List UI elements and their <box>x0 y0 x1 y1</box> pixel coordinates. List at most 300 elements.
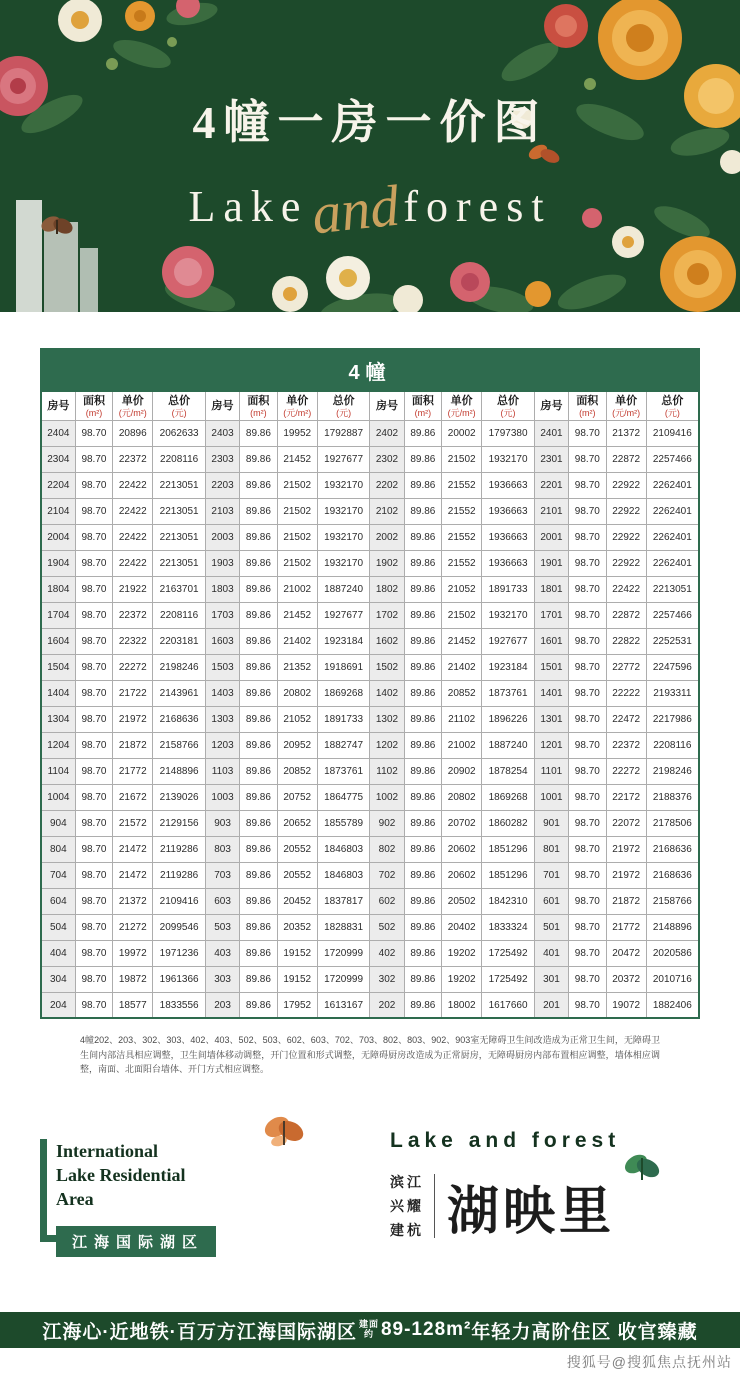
area-cell: 98.70 <box>569 914 607 940</box>
unit-price-cell: 22372 <box>606 732 646 758</box>
total-price-cell: 2198246 <box>646 758 699 784</box>
unit-price-cell: 21502 <box>277 472 317 498</box>
butterfly-icon <box>40 214 74 240</box>
room-cell: 1804 <box>41 576 75 602</box>
room-cell: 1201 <box>534 732 568 758</box>
total-price-cell: 1725492 <box>482 940 535 966</box>
area-cell: 89.86 <box>404 446 442 472</box>
room-cell: 1703 <box>205 602 239 628</box>
total-price-cell: 2213051 <box>153 472 206 498</box>
total-price-cell: 1923184 <box>317 628 370 654</box>
room-cell: 2202 <box>370 472 404 498</box>
unit-price-cell: 20652 <box>277 810 317 836</box>
room-cell: 403 <box>205 940 239 966</box>
area-cell: 89.86 <box>240 758 278 784</box>
area-cell: 98.70 <box>569 758 607 784</box>
total-price-cell: 1864775 <box>317 784 370 810</box>
unit-price-cell: 18002 <box>442 992 482 1018</box>
room-cell: 1602 <box>370 628 404 654</box>
total-price-cell: 2099546 <box>153 914 206 940</box>
unit-price-cell: 19202 <box>442 940 482 966</box>
area-cell: 98.70 <box>569 550 607 576</box>
col-header-total-price: 总价 (元) <box>153 392 206 421</box>
area-cell: 98.70 <box>569 810 607 836</box>
total-price-cell: 1842310 <box>482 888 535 914</box>
total-price-cell: 1792887 <box>317 420 370 446</box>
total-price-cell: 2109416 <box>646 420 699 446</box>
unit-price-cell: 21452 <box>442 628 482 654</box>
unit-price-cell: 20702 <box>442 810 482 836</box>
col-header-room: 房号 <box>534 392 568 421</box>
area-cell: 89.86 <box>404 602 442 628</box>
unit-price-cell: 21872 <box>606 888 646 914</box>
room-cell: 1604 <box>41 628 75 654</box>
unit-price-cell: 21452 <box>277 446 317 472</box>
brand-word-forest: forest <box>403 182 552 231</box>
unit-price-cell: 21472 <box>113 836 153 862</box>
room-cell: 2203 <box>205 472 239 498</box>
room-cell: 304 <box>41 966 75 992</box>
total-price-cell: 2262401 <box>646 498 699 524</box>
area-cell: 89.86 <box>240 680 278 706</box>
col-header-total-price: 总价 (元) <box>482 392 535 421</box>
room-cell: 201 <box>534 992 568 1018</box>
room-cell: 1204 <box>41 732 75 758</box>
area-cell: 89.86 <box>404 966 442 992</box>
room-cell: 1904 <box>41 550 75 576</box>
unit-price-cell: 22272 <box>113 654 153 680</box>
room-cell: 1502 <box>370 654 404 680</box>
area-cell: 89.86 <box>404 732 442 758</box>
table-row <box>41 524 699 550</box>
table-row <box>41 628 699 654</box>
col-header-area: 面积 (m²) <box>240 392 278 421</box>
unit-price-cell: 20896 <box>113 420 153 446</box>
total-price-cell: 2168636 <box>646 862 699 888</box>
table-row <box>41 810 699 836</box>
total-price-cell: 2109416 <box>153 888 206 914</box>
table-row <box>41 420 699 446</box>
area-cell: 98.70 <box>75 914 113 940</box>
total-price-cell: 1936663 <box>482 472 535 498</box>
area-cell: 89.86 <box>404 680 442 706</box>
room-cell: 704 <box>41 862 75 888</box>
area-cell: 98.70 <box>569 706 607 732</box>
unit-price-cell: 22922 <box>606 550 646 576</box>
col-header-room: 房号 <box>370 392 404 421</box>
unit-price-cell: 21052 <box>277 706 317 732</box>
area-cell: 89.86 <box>240 628 278 654</box>
room-cell: 1302 <box>370 706 404 732</box>
room-cell: 1702 <box>370 602 404 628</box>
unit-price-cell: 20852 <box>277 758 317 784</box>
total-price-cell: 2252531 <box>646 628 699 654</box>
total-price-cell: 1927677 <box>482 628 535 654</box>
total-price-cell: 1923184 <box>482 654 535 680</box>
price-table-section <box>40 348 700 1077</box>
unit-price-cell: 22872 <box>606 446 646 472</box>
total-price-cell: 2213051 <box>153 524 206 550</box>
area-cell: 89.86 <box>404 628 442 654</box>
room-cell: 2402 <box>370 420 404 446</box>
room-cell: 2204 <box>41 472 75 498</box>
table-row <box>41 550 699 576</box>
area-cell: 89.86 <box>240 784 278 810</box>
area-cell: 98.70 <box>75 758 113 784</box>
area-cell: 98.70 <box>569 732 607 758</box>
total-price-cell: 2208116 <box>646 732 699 758</box>
total-price-cell: 2208116 <box>153 446 206 472</box>
total-price-cell: 1887240 <box>482 732 535 758</box>
area-cell: 89.86 <box>240 732 278 758</box>
area-cell: 89.86 <box>240 914 278 940</box>
total-price-cell: 2188376 <box>646 784 699 810</box>
right-logo-vertical-word: 滨江 <box>390 1174 424 1191</box>
area-cell: 89.86 <box>404 888 442 914</box>
area-cell: 98.70 <box>75 706 113 732</box>
unit-price-cell: 21002 <box>442 732 482 758</box>
total-price-cell: 2208116 <box>153 602 206 628</box>
area-cell: 98.70 <box>75 992 113 1018</box>
unit-price-cell: 21972 <box>113 706 153 732</box>
total-price-cell: 1927677 <box>317 446 370 472</box>
total-price-cell: 1896226 <box>482 706 535 732</box>
unit-price-cell: 19972 <box>113 940 153 966</box>
room-cell: 2401 <box>534 420 568 446</box>
unit-price-cell: 17952 <box>277 992 317 1018</box>
total-price-cell: 1873761 <box>482 680 535 706</box>
unit-price-cell: 20352 <box>277 914 317 940</box>
room-cell: 1003 <box>205 784 239 810</box>
area-cell: 89.86 <box>404 836 442 862</box>
area-cell: 98.70 <box>569 940 607 966</box>
col-header-total-price: 总价 (元) <box>646 392 699 421</box>
right-logo-vertical-word: 建杭 <box>390 1222 424 1239</box>
table-row <box>41 914 699 940</box>
room-cell: 2101 <box>534 498 568 524</box>
room-cell: 204 <box>41 992 75 1018</box>
room-cell: 1801 <box>534 576 568 602</box>
table-row <box>41 446 699 472</box>
total-price-cell: 1869268 <box>482 784 535 810</box>
unit-price-cell: 20802 <box>442 784 482 810</box>
room-cell: 2002 <box>370 524 404 550</box>
room-cell: 901 <box>534 810 568 836</box>
unit-price-cell: 19152 <box>277 966 317 992</box>
area-cell: 98.70 <box>569 888 607 914</box>
table-row <box>41 888 699 914</box>
room-cell: 1504 <box>41 654 75 680</box>
unit-price-cell: 20502 <box>442 888 482 914</box>
right-logo-vertical-word: 兴耀 <box>390 1198 424 1215</box>
room-cell: 301 <box>534 966 568 992</box>
unit-price-cell: 21002 <box>277 576 317 602</box>
area-cell: 98.70 <box>75 524 113 550</box>
unit-price-cell: 21552 <box>442 498 482 524</box>
disclaimer-text: 4幢202、203、302、303、402、403、502、503、602、603、702、703、802、803、902、903室无障碍卫生间改造成为正常卫生间，无障碍卫生间内部洁具相应调整，卫生间墙体移动调整，开门位置和形式调整，无障碍厨房改造成为正常厨房，无障碍厨房内部布置相应调整，墙体相应调整，南面、北面阳台墙体、开门方式相应调整。 <box>80 1035 660 1075</box>
room-cell: 602 <box>370 888 404 914</box>
total-price-cell: 1932170 <box>317 498 370 524</box>
area-cell: 98.70 <box>75 602 113 628</box>
logo-bracket-foot <box>40 1235 66 1242</box>
unit-price-cell: 19952 <box>277 420 317 446</box>
room-cell: 2001 <box>534 524 568 550</box>
room-cell: 1004 <box>41 784 75 810</box>
room-cell: 1203 <box>205 732 239 758</box>
unit-price-cell: 21972 <box>606 836 646 862</box>
unit-price-cell: 22422 <box>113 524 153 550</box>
room-cell: 1101 <box>534 758 568 784</box>
area-cell: 98.70 <box>75 472 113 498</box>
total-price-cell: 2129156 <box>153 810 206 836</box>
area-cell: 89.86 <box>404 498 442 524</box>
room-cell: 2303 <box>205 446 239 472</box>
total-price-cell: 2257466 <box>646 446 699 472</box>
area-cell: 89.86 <box>404 472 442 498</box>
right-logo-lake-and-forest <box>390 1129 700 1244</box>
room-cell: 903 <box>205 810 239 836</box>
area-cell: 89.86 <box>240 472 278 498</box>
unit-price-cell: 21502 <box>442 446 482 472</box>
total-price-cell: 2158766 <box>153 732 206 758</box>
total-price-cell: 1851296 <box>482 862 535 888</box>
unit-price-cell: 21352 <box>277 654 317 680</box>
room-cell: 601 <box>534 888 568 914</box>
room-cell: 603 <box>205 888 239 914</box>
area-cell: 98.70 <box>75 966 113 992</box>
total-price-cell: 1936663 <box>482 550 535 576</box>
unit-price-cell: 21452 <box>277 602 317 628</box>
area-cell: 89.86 <box>240 550 278 576</box>
area-cell: 98.70 <box>569 446 607 472</box>
unit-price-cell: 20452 <box>277 888 317 914</box>
total-price-cell: 1932170 <box>482 602 535 628</box>
unit-price-cell: 21472 <box>113 862 153 888</box>
table-row <box>41 836 699 862</box>
total-price-cell: 1878254 <box>482 758 535 784</box>
area-cell: 89.86 <box>404 784 442 810</box>
total-price-cell: 2213051 <box>153 550 206 576</box>
area-cell: 98.70 <box>75 836 113 862</box>
unit-price-cell: 22222 <box>606 680 646 706</box>
unit-price-cell: 20802 <box>277 680 317 706</box>
watermark: 搜狐号@搜狐焦点抚州站 <box>566 1354 732 1370</box>
area-cell: 89.86 <box>240 524 278 550</box>
unit-price-cell: 22822 <box>606 628 646 654</box>
unit-price-cell: 21922 <box>113 576 153 602</box>
area-cell: 89.86 <box>404 576 442 602</box>
room-cell: 1304 <box>41 706 75 732</box>
room-cell: 504 <box>41 914 75 940</box>
butterfly-icon <box>262 1113 306 1153</box>
area-cell: 98.70 <box>569 862 607 888</box>
total-price-cell: 1833556 <box>153 992 206 1018</box>
table-row <box>41 732 699 758</box>
area-cell: 89.86 <box>240 706 278 732</box>
table-row <box>41 680 699 706</box>
logo-bracket-bar <box>40 1139 47 1235</box>
table-title: 4幢 <box>41 349 699 392</box>
area-cell: 89.86 <box>404 862 442 888</box>
room-cell: 1704 <box>41 602 75 628</box>
banner-segment: 收官臻藏 <box>617 1321 698 1343</box>
total-price-cell: 1797380 <box>482 420 535 446</box>
total-price-cell: 1882406 <box>646 992 699 1018</box>
unit-price-cell: 21872 <box>113 732 153 758</box>
brand-script-and: and <box>309 172 403 247</box>
total-price-cell: 2247596 <box>646 654 699 680</box>
banner-segment: 年轻力高阶住区 <box>471 1321 612 1343</box>
unit-price-cell: 21502 <box>277 524 317 550</box>
table-row <box>41 758 699 784</box>
unit-price-cell: 19072 <box>606 992 646 1018</box>
room-cell: 303 <box>205 966 239 992</box>
area-cell: 89.86 <box>404 654 442 680</box>
left-logo-line1: International <box>56 1140 159 1161</box>
unit-price-cell: 21772 <box>113 758 153 784</box>
unit-price-cell: 21502 <box>277 550 317 576</box>
banner-segment: 江海心·近地铁·百万方江海国际湖区 <box>42 1321 357 1343</box>
area-cell: 89.86 <box>240 498 278 524</box>
total-price-cell: 2168636 <box>646 836 699 862</box>
brand-wordmark <box>0 168 740 246</box>
area-cell: 98.70 <box>75 810 113 836</box>
total-price-cell: 1891733 <box>317 706 370 732</box>
price-table <box>40 348 700 1019</box>
total-price-cell: 1932170 <box>482 446 535 472</box>
total-price-cell: 2148896 <box>646 914 699 940</box>
room-cell: 1103 <box>205 758 239 784</box>
room-cell: 1901 <box>534 550 568 576</box>
brand-word-lake: Lake <box>188 182 309 231</box>
table-row <box>41 654 699 680</box>
unit-price-cell: 20752 <box>277 784 317 810</box>
unit-price-cell: 18577 <box>113 992 153 1018</box>
total-price-cell: 1837817 <box>317 888 370 914</box>
total-price-cell: 1860282 <box>482 810 535 836</box>
room-cell: 501 <box>534 914 568 940</box>
col-header-total-price: 总价 (元) <box>317 392 370 421</box>
table-row <box>41 940 699 966</box>
area-cell: 98.70 <box>75 446 113 472</box>
total-price-cell: 2257466 <box>646 602 699 628</box>
area-cell: 89.86 <box>240 654 278 680</box>
total-price-cell: 2213051 <box>646 576 699 602</box>
area-cell: 89.86 <box>404 940 442 966</box>
total-price-cell: 2262401 <box>646 472 699 498</box>
total-price-cell: 1613167 <box>317 992 370 1018</box>
room-cell: 1301 <box>534 706 568 732</box>
room-cell: 203 <box>205 992 239 1018</box>
total-price-cell: 2262401 <box>646 524 699 550</box>
unit-price-cell: 22922 <box>606 472 646 498</box>
unit-price-cell: 20602 <box>442 836 482 862</box>
unit-price-cell: 22072 <box>606 810 646 836</box>
room-cell: 802 <box>370 836 404 862</box>
logo-divider <box>434 1174 435 1238</box>
unit-price-cell: 22372 <box>113 602 153 628</box>
area-cell: 89.86 <box>404 420 442 446</box>
unit-price-cell: 20402 <box>442 914 482 940</box>
hero-banner <box>0 0 740 312</box>
total-price-cell: 1887240 <box>317 576 370 602</box>
area-cell: 89.86 <box>240 810 278 836</box>
room-cell: 2302 <box>370 446 404 472</box>
total-price-cell: 1932170 <box>317 472 370 498</box>
area-cell: 89.86 <box>404 992 442 1018</box>
area-cell: 98.70 <box>569 420 607 446</box>
banner-segment: 89-128m² <box>380 1319 472 1340</box>
total-price-cell: 2143961 <box>153 680 206 706</box>
room-cell: 1104 <box>41 758 75 784</box>
unit-price-cell: 21672 <box>113 784 153 810</box>
total-price-cell: 1846803 <box>317 862 370 888</box>
room-cell: 503 <box>205 914 239 940</box>
table-row <box>41 576 699 602</box>
room-cell: 402 <box>370 940 404 966</box>
total-price-cell: 2168636 <box>153 706 206 732</box>
room-cell: 1001 <box>534 784 568 810</box>
total-price-cell: 2062633 <box>153 420 206 446</box>
col-header-unit-price: 单价 (元/m²) <box>113 392 153 421</box>
bottom-banner <box>0 1312 740 1348</box>
room-cell: 1903 <box>205 550 239 576</box>
room-cell: 202 <box>370 992 404 1018</box>
table-row <box>41 992 699 1018</box>
area-cell: 98.70 <box>75 680 113 706</box>
area-cell: 89.86 <box>404 524 442 550</box>
room-cell: 2003 <box>205 524 239 550</box>
area-cell: 89.86 <box>240 888 278 914</box>
area-cell: 98.70 <box>75 550 113 576</box>
total-price-cell: 1932170 <box>317 550 370 576</box>
total-price-cell: 1833324 <box>482 914 535 940</box>
room-cell: 904 <box>41 810 75 836</box>
area-cell: 98.70 <box>569 628 607 654</box>
area-cell: 98.70 <box>75 576 113 602</box>
area-cell: 89.86 <box>240 940 278 966</box>
area-cell: 98.70 <box>569 472 607 498</box>
unit-price-cell: 21272 <box>113 914 153 940</box>
room-cell: 703 <box>205 862 239 888</box>
table-row <box>41 784 699 810</box>
area-cell: 89.86 <box>404 810 442 836</box>
table-row <box>41 498 699 524</box>
unit-price-cell: 21972 <box>606 862 646 888</box>
area-cell: 98.70 <box>569 784 607 810</box>
total-price-cell: 2213051 <box>153 498 206 524</box>
room-cell: 1501 <box>534 654 568 680</box>
room-cell: 2102 <box>370 498 404 524</box>
total-price-cell: 1873761 <box>317 758 370 784</box>
total-price-cell: 2139026 <box>153 784 206 810</box>
room-cell: 2301 <box>534 446 568 472</box>
area-cell: 89.86 <box>240 446 278 472</box>
col-header-room: 房号 <box>205 392 239 421</box>
room-cell: 1701 <box>534 602 568 628</box>
room-cell: 803 <box>205 836 239 862</box>
room-cell: 1401 <box>534 680 568 706</box>
total-price-cell: 2178506 <box>646 810 699 836</box>
left-logo-chinese-label: 江海国际湖区 <box>56 1226 216 1257</box>
area-cell: 98.70 <box>75 888 113 914</box>
unit-price-cell: 22872 <box>606 602 646 628</box>
unit-price-cell: 22922 <box>606 498 646 524</box>
unit-price-cell: 21552 <box>442 524 482 550</box>
area-cell: 98.70 <box>569 992 607 1018</box>
total-price-cell: 1855789 <box>317 810 370 836</box>
room-cell: 2403 <box>205 420 239 446</box>
